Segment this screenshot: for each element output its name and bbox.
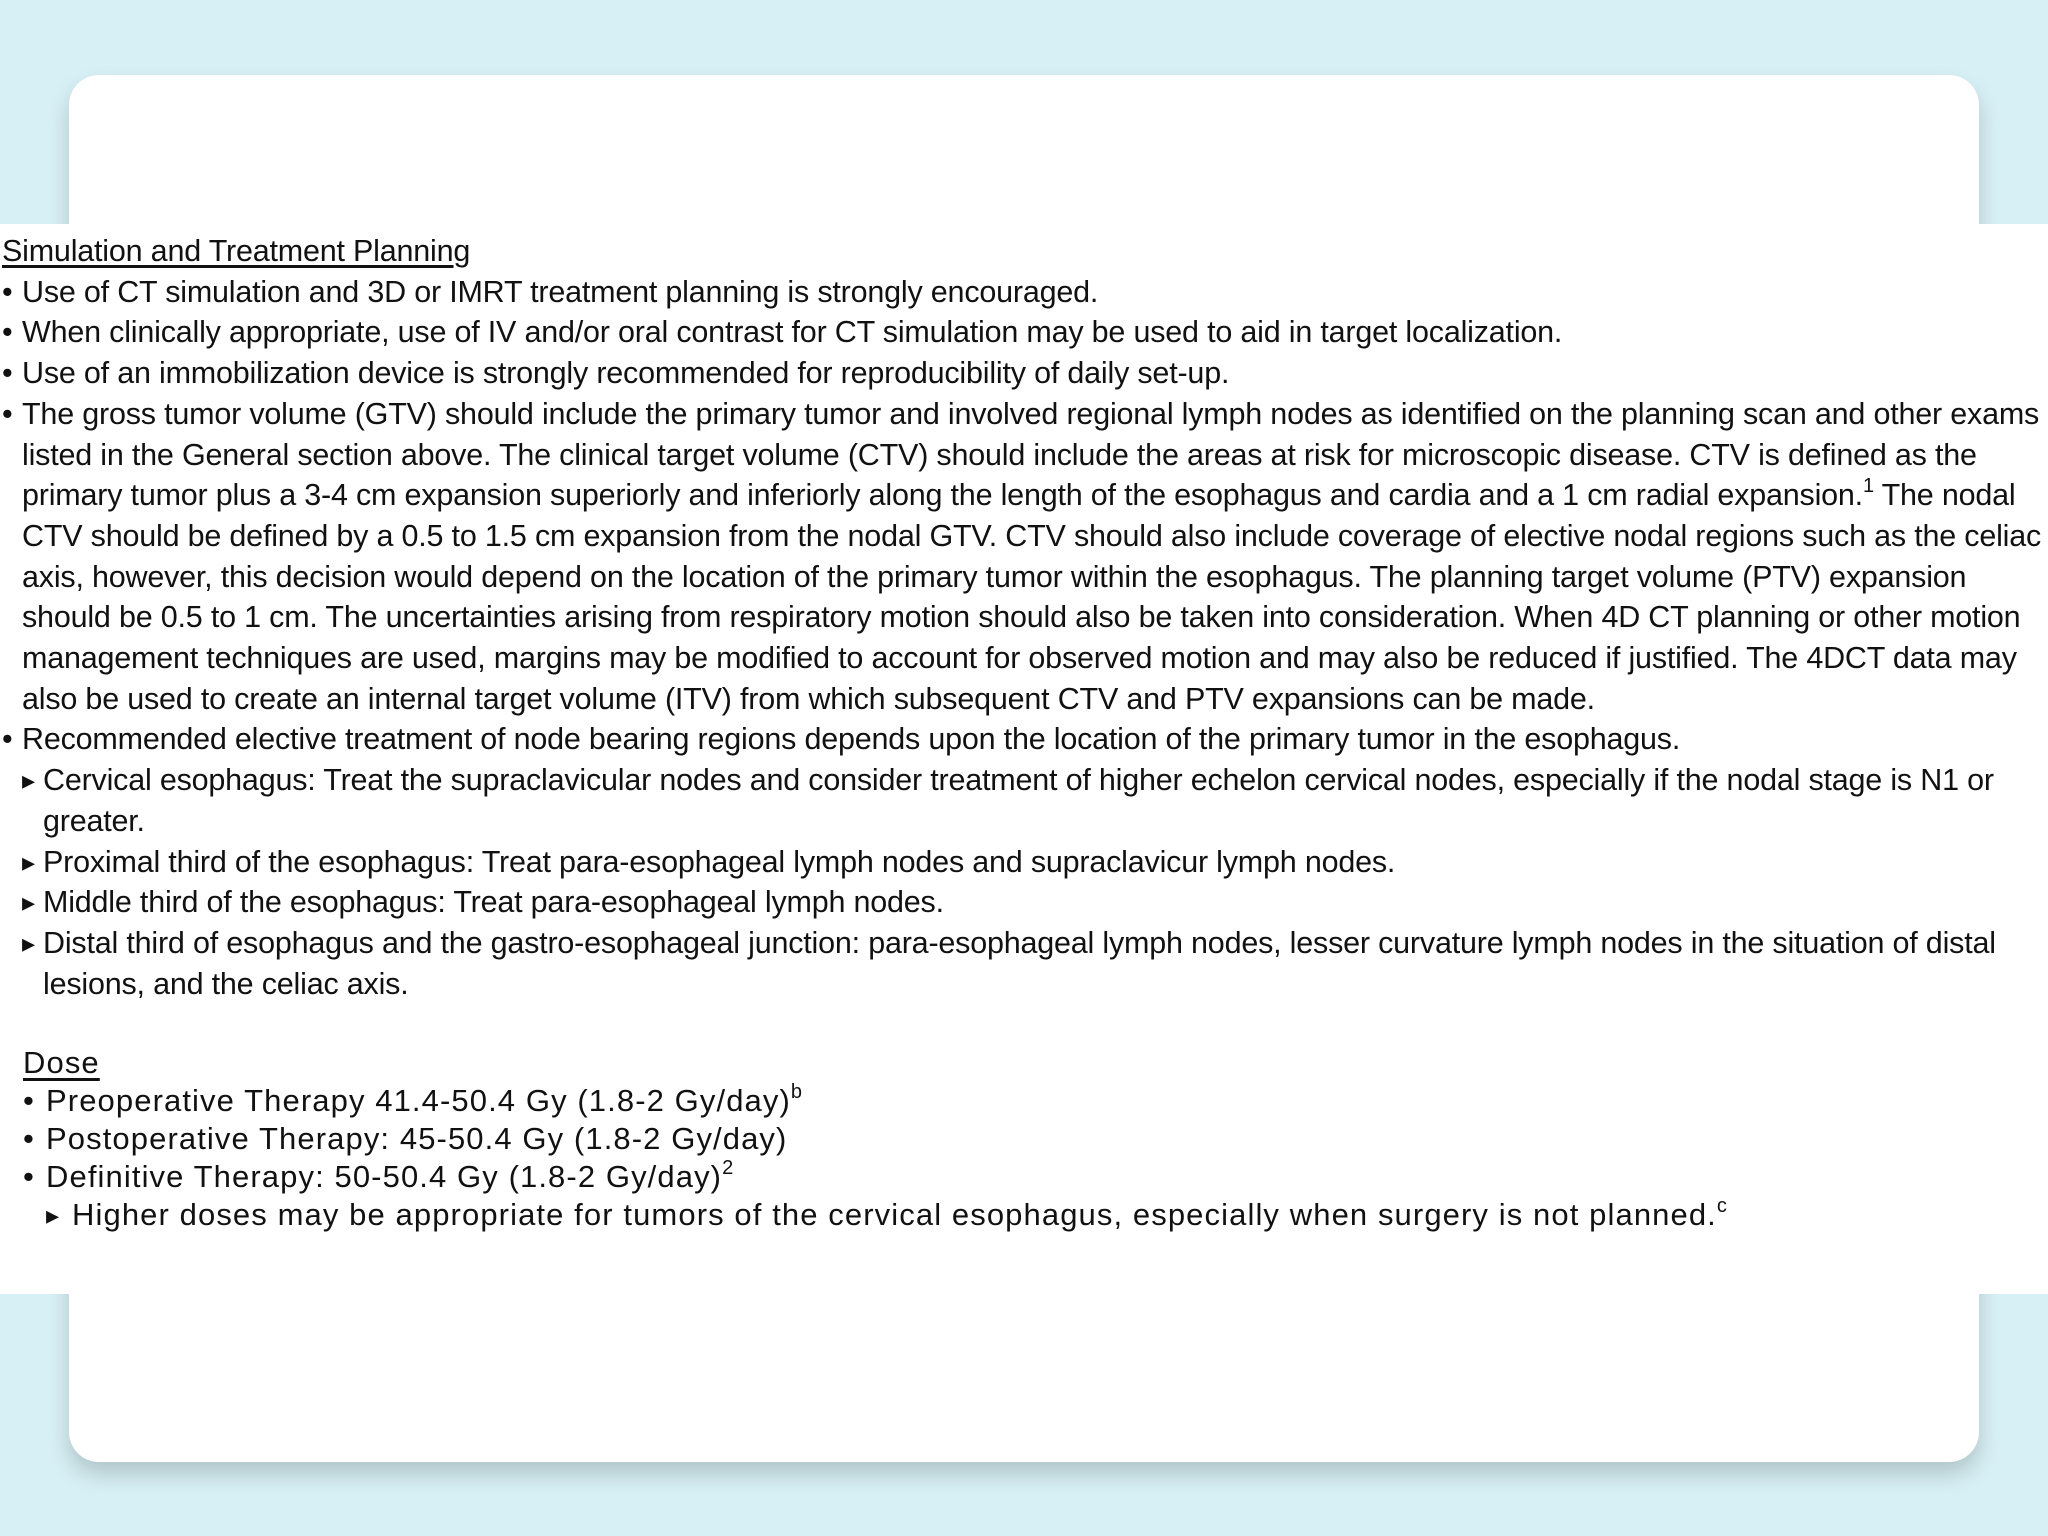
section-heading-dose: Dose xyxy=(23,1045,100,1080)
gtv-text-part2: The nodal CTV should be defined by a 0.5 to 1.5 cm expansion from the nodal GTV. CTV should also include coverage of elective nodal regions such as the celiac axis, however, this decision would depend on the location of the primary tumor within the esophagus. The planning target volume (PTV) expansion should be 0.5 to 1 cm. The uncertainties arising from respiratory motion should also be taken into consideration. When 4D CT planning or other motion management techniques are used, margins may be modified to account for observed motion and may also be reduced if justified. The 4DCT data may also be used to create an internal target volume (ITV) from which subsequent CTV and PTV expansions can be made. xyxy=(22,478,2042,716)
subbullet-distal-third: ▸ Distal third of esophagus and the gastro-esophageal junction: para-esophageal lymph nodes, lesser curvature lymph nodes in the situation of distal lesions, and the celiac axis. xyxy=(2,923,2046,1004)
dose-preoperative xyxy=(23,1082,2043,1120)
dose-preoperative-text: Preoperative Therapy 41.4-50.4 Gy (1.8-2 Gy/day) xyxy=(46,1083,791,1118)
dose-postoperative-text: Postoperative Therapy: 45-50.4 Gy (1.8-2 Gy/day) xyxy=(46,1121,788,1156)
subbullet-middle-third: ▸ Middle third of the esophagus: Treat para-esophageal lymph nodes. xyxy=(2,882,2046,923)
footnote-2: 2 xyxy=(722,1156,735,1179)
subbullet-cervical: ▸ Cervical esophagus: Treat the supraclavicular nodes and consider treatment of higher echelon cervical nodes, especially if the nodal stage is N1 or greater. xyxy=(2,760,2046,841)
gtv-text-part1: The gross tumor volume (GTV) should include the primary tumor and involved regional lymph nodes as identified on the planning scan and other exams listed in the General section above. The clinical target volume (CTV) should include the areas at risk for microscopic disease. CTV is defined as the primary tumor plus a 3-4 cm expansion superiorly and inferiorly along the length of the esophagus and cardia and a 1 cm radial expansion. xyxy=(22,396,2040,513)
footnote-b: b xyxy=(790,1080,804,1103)
dose-higher-note-text: Higher doses may be appropriate for tumors of the cervical esophagus, especially when surgery is not planned. xyxy=(72,1197,1717,1232)
footnote-1: 1 xyxy=(1862,475,1874,498)
dose-definitive xyxy=(23,1158,2043,1196)
simulation-section xyxy=(2,231,2046,1004)
section-heading-simulation: Simulation and Treatment Planning xyxy=(2,234,471,268)
bullet-immobilization: • Use of an immobilization device is strongly recommended for reproducibility of daily set-up. xyxy=(2,353,2046,394)
bullet-ct-simulation: • Use of CT simulation and 3D or IMRT treatment planning is strongly encouraged. xyxy=(2,272,2046,313)
bullet-contrast: • When clinically appropriate, use of IV and/or oral contrast for CT simulation may be used to aid in target localization. xyxy=(2,312,2046,353)
dose-higher-note xyxy=(23,1196,2043,1234)
footnote-c: c xyxy=(1716,1194,1729,1217)
document-image xyxy=(0,224,2048,1294)
dose-definitive-text: Definitive Therapy: 50-50.4 Gy (1.8-2 Gy/day) xyxy=(46,1159,723,1194)
dose-postoperative xyxy=(23,1120,2043,1158)
subbullet-proximal-third: ▸ Proximal third of the esophagus: Treat para-esophageal lymph nodes and supraclavicur lymph nodes. xyxy=(2,842,2046,883)
bullet-elective-treatment: • Recommended elective treatment of node bearing regions depends upon the location of the primary tumor in the esophagus. xyxy=(2,719,2046,760)
dose-section xyxy=(23,1044,2043,1234)
bullet-gtv-ctv-ptv xyxy=(2,394,2046,720)
